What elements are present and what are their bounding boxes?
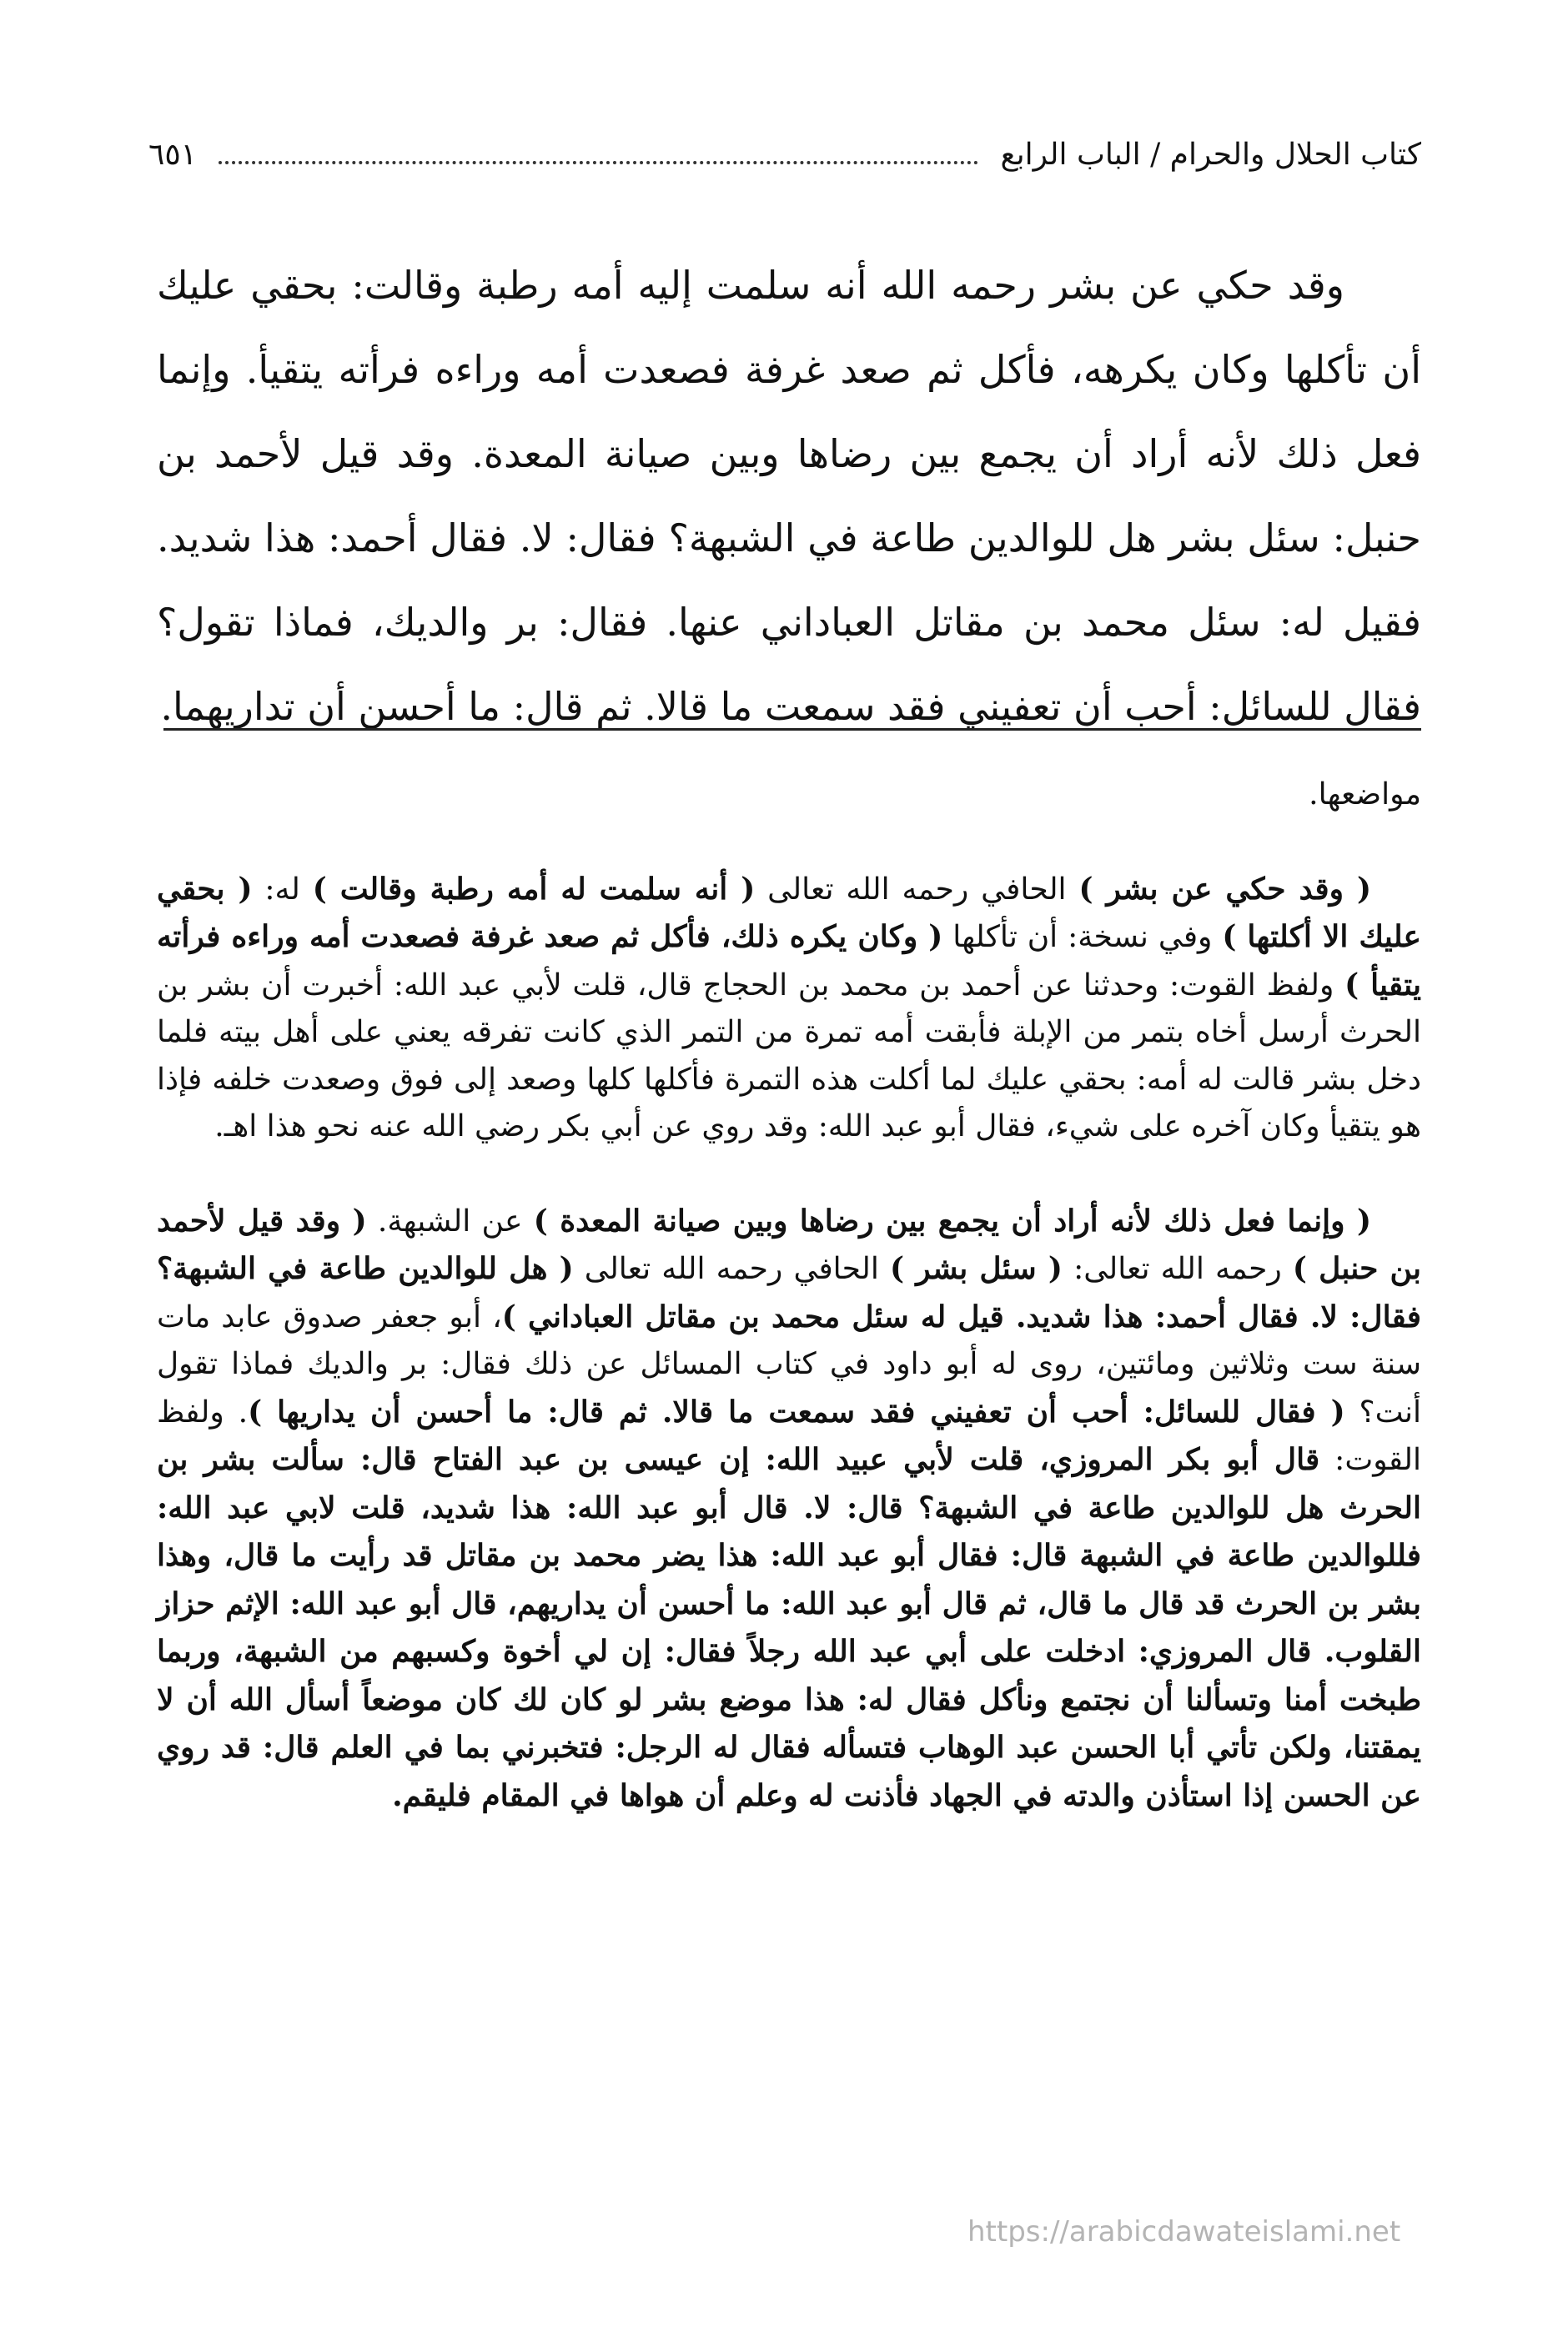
quoted-text-segment: ( وإنما فعل ذلك لأنه أراد أن يجمع بين رضاها وبين صيانة المعدة ): [533, 1203, 1371, 1239]
quoted-text-segment: ( هل للوالدين طاعة في الشبهة؟ فقال: لا. فقال أحمد: هذا شديد. قيل له سئل محمد بن مقاتل العباداني ): [157, 1251, 1421, 1334]
header-dot-leader: [219, 161, 978, 164]
commentary-text-segment: له:: [252, 872, 313, 907]
commentary-text-segment: ، أبو جعفر صدوق عابد مات سنة ست وثلاثين ومائتين، روى له أبو داود في كتاب المسائل عن ذلك فقال: بر والديك فماذا تقول أنت؟: [157, 1299, 1422, 1430]
commentary-text-segment: الحافي رحمه الله تعالى: [755, 872, 1079, 907]
quoted-text-segment: قال أبو بكر المروزي، قلت لأبي عبيد الله: إن عيسى بن عبد الفتاح قال: سألت بشر بن الحرث هل للوالدين طاعة في الشبهة؟ قال: لا. قال أبو عبد الله: هذا شديد، قلت لابي عبد الله: فللوالدين طاعة في الشبهة قال: فقال أبو عبد الله: هذا يضر محمد بن مقاتل قد رأيت ما قال، وهذا بشر بن الحرث قد قال ما قال، ثم قال أبو عبد الله: ما أحسن أن يداريهم، قال أبو عبد الله: الإثم حزاز القلوب. قال المروزي: ادخلت على أبي عبد الله رجلاً فقال: إن لي أخوة وكسبهم من الشبهة، وربما طبخت أمنا وتسألنا أن نجتمع ونأكل فقال له: هذا موضع بشر لو كان لك كان موضعاً أسأل الله أن لا يمقتنا، ولكن تأتي أبا الحسن عبد الوهاب فتسأله فقال له الرجل: فتخبرني بما في العلم قال: قد روي عن الحسن إذا استأذن والدته في الجهاد فأذنت له وعلم أن هواها في المقام فليقم.: [157, 1442, 1421, 1813]
main-text-block: [157, 244, 1421, 749]
footnote-divider: [163, 728, 1421, 731]
commentary-paragraph-2: [157, 1198, 1421, 1821]
commentary-text-segment: الحافي رحمه الله تعالى: [573, 1252, 890, 1286]
header-title: كتاب الحلال والحرام / الباب الرابع: [1000, 137, 1421, 172]
commentary-text-segment: رحمه الله تعالى:: [1062, 1252, 1293, 1286]
quoted-text-segment: ( سئل بشر ): [889, 1251, 1063, 1286]
commentary-text-segment: . ولفظ القوت:: [157, 1395, 1421, 1477]
quoted-text-segment: ( وقد حكي عن بشر ): [1078, 871, 1371, 907]
page-number: ٦٥١: [148, 137, 198, 172]
quoted-text-segment: ( أنه سلمت له أمه رطبة وقالت ): [312, 871, 756, 907]
quoted-text-segment: ( فقال للسائل: أحب أن تعفيني فقد سمعت ما قالا. ثم قال: ما أحسن أن يداريها ): [248, 1394, 1345, 1430]
commentary-paragraph-1: [157, 866, 1421, 1151]
commentary-text-segment: ولفظ القوت: وحدثنا عن أحمد بن محمد بن الحجاج قال، قلت لأبي عبد الله: أخبرت أن بشر بن الحرث أرسل أخاه بتمر من الإبلة فأبقت أمه تمرة من التمر الذي كانت تفرقه يعني على أهل بيته فلما دخل بشر قالت له أمه: بحقي عليك لما أكلت هذه التمرة فأكلها كلها وصعد إلى فوق وصعدت خلفه فإذا هو يتقيأ وكان آخره على شيء، فقال أبو عبد الله: وقد روي عن أبي بكر رضي الله عنه نحو هذا اهـ.: [157, 967, 1421, 1143]
commentary-block: [157, 771, 1421, 1820]
quoted-text-segment: ( وكان يكره ذلك، فأكل ثم صعد غرفة فصعدت أمه وراءه فرأته يتقيأ ): [157, 919, 1422, 1003]
main-paragraph: وقد حكي عن بشر رحمه الله أنه سلمت إليه أمه رطبة وقالت: بحقي عليك أن تأكلها وكان يكرهه، فأكل ثم صعد غرفة فصعدت أمه وراءه فرأته يتقيأ. وإنما فعل ذلك لأنه أراد أن يجمع بين رضاها وبين صيانة المعدة. وقد قيل لأحمد بن حنبل: سئل بشر هل للوالدين طاعة في الشبهة؟ فقال: لا. فقال أحمد: هذا شديد. فقيل له: سئل محمد بن مقاتل العباداني عنها. فقال: بر والديك، فماذا تقول؟ فقال للسائل: أحب أن تعفيني فقد سمعت ما قالا. ثم قال: ما أحسن أن تداريهما.: [157, 263, 1422, 729]
quoted-text-segment: ( بحقي عليك الا أكلتها ): [157, 871, 1422, 954]
watermark-url: https://arabicdawateislami.net: [967, 2215, 1401, 2249]
commentary-continuation: مواضعها.: [1309, 777, 1421, 812]
running-header: [148, 125, 1421, 183]
commentary-text-segment: وفي نسخة: أن تأكلها: [942, 920, 1223, 954]
quoted-text-segment: ( وقد قيل لأحمد بن حنبل ): [157, 1203, 1421, 1286]
commentary-text-segment: عن الشبهة.: [366, 1204, 534, 1239]
